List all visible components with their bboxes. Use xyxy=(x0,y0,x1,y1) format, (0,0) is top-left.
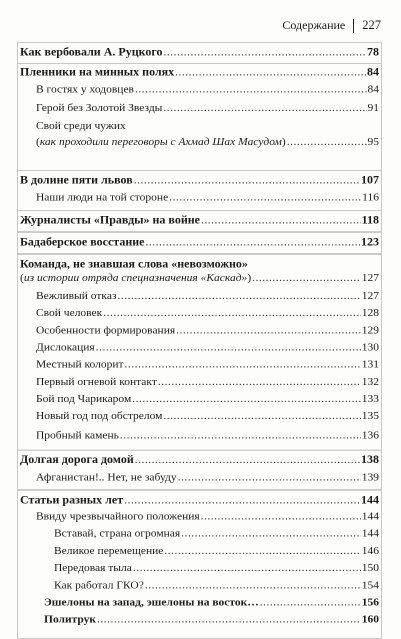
toc-entry: Дислокация ..... 130 xyxy=(20,341,379,354)
toc-entry: В гостях у ходовцев ..... 84 xyxy=(20,83,379,96)
dot-leader xyxy=(163,410,360,423)
toc-entry: Бадаберское восстание ..... 123 xyxy=(20,235,379,249)
dot-leader xyxy=(135,83,367,96)
toc-entry: Эшелоны на запад, эшелоны на восток… ..... 156 xyxy=(20,596,379,609)
toc-entry: Свой среди чужих xyxy=(36,120,126,132)
toc-entry: Бой под Чарикаром ..... 133 xyxy=(20,392,379,405)
toc-entry-subtitle: (из истории отряда спецназначения «Каскад») ..... 127 xyxy=(20,271,379,284)
running-header xyxy=(282,18,381,33)
dot-leader xyxy=(132,392,361,405)
toc-entry: Афганистан!.. Нет, не забуду ..... 139 xyxy=(20,471,379,484)
toc-entry: Журналисты «Правды» на войне ..... 118 xyxy=(20,213,379,227)
toc-entry: Долгая дорога домой ..... 138 xyxy=(20,453,379,467)
dot-leader xyxy=(252,271,361,284)
toc-entry: Ввиду чрезвычайного положения ..... 144 xyxy=(20,510,379,523)
toc-entry: Вежливый отказ ..... 127 xyxy=(20,289,379,302)
dot-leader xyxy=(201,510,361,523)
dot-leader xyxy=(287,136,367,149)
toc-entry: Наши люди на той стороне ..... 116 xyxy=(20,191,379,204)
toc-entry: Первый огневой контакт ..... 132 xyxy=(20,375,379,388)
dot-leader xyxy=(135,454,360,467)
dot-leader xyxy=(96,341,361,354)
dot-leader xyxy=(181,527,361,540)
dot-leader xyxy=(125,358,361,371)
dot-leader xyxy=(133,562,361,575)
dot-leader xyxy=(158,375,361,388)
toc-entry: Команда, не знавшая слова «невозможно» xyxy=(20,256,248,271)
dot-leader xyxy=(103,307,361,320)
dot-leader xyxy=(164,46,366,59)
toc-entry-subtitle: (как проходили переговоры с Ахмад Шах Масудом) ..... 95 xyxy=(20,136,379,149)
dot-leader xyxy=(134,174,360,187)
toc-entry: Пленники на минных полях ..... 84 xyxy=(20,65,379,79)
dot-leader xyxy=(117,289,360,302)
dot-leader xyxy=(201,214,361,227)
dot-leader xyxy=(260,596,361,609)
dot-leader xyxy=(146,236,361,249)
toc-entry: Как работал ГКО? ..... 154 xyxy=(20,579,379,592)
dot-leader xyxy=(169,191,361,204)
toc-entry: Пробный камень ..... 136 xyxy=(20,429,379,442)
dot-leader xyxy=(97,613,361,626)
dot-leader xyxy=(145,579,361,592)
dot-leader xyxy=(178,471,361,484)
toc-entry: Местный колорит ..... 131 xyxy=(20,358,379,371)
toc-entry: Великое перемещение ..... 146 xyxy=(20,544,379,557)
toc-entry: Политрук ..... 160 xyxy=(20,613,379,626)
toc-entry: Статьи разных лет ..... 144 xyxy=(20,493,379,507)
page-number: 227 xyxy=(362,18,381,32)
dot-leader xyxy=(120,429,361,442)
toc-entry: Как вербовали А. Руцкого ..... 78 xyxy=(20,45,379,59)
toc-entry: В долине пяти львов ..... 107 xyxy=(20,173,379,187)
toc-entry: Герой без Золотой Звезды ..... 91 xyxy=(20,101,379,114)
toc-entry: Новый год под обстрелом ..... 135 xyxy=(20,410,379,423)
toc-entry: Передовая тыла ..... 150 xyxy=(20,562,379,575)
dot-leader xyxy=(124,494,360,507)
toc-entry: Вставай, страна огромная ..... 144 xyxy=(20,527,379,540)
dot-leader xyxy=(164,544,360,557)
toc-entry: Особенности формирования ..... 129 xyxy=(20,324,379,337)
dot-leader xyxy=(163,101,366,114)
dot-leader xyxy=(175,66,366,79)
header-divider xyxy=(353,19,354,33)
toc-entry: Свой человек ..... 128 xyxy=(20,307,379,320)
dot-leader xyxy=(176,324,361,337)
header-title: Содержание xyxy=(282,18,346,32)
